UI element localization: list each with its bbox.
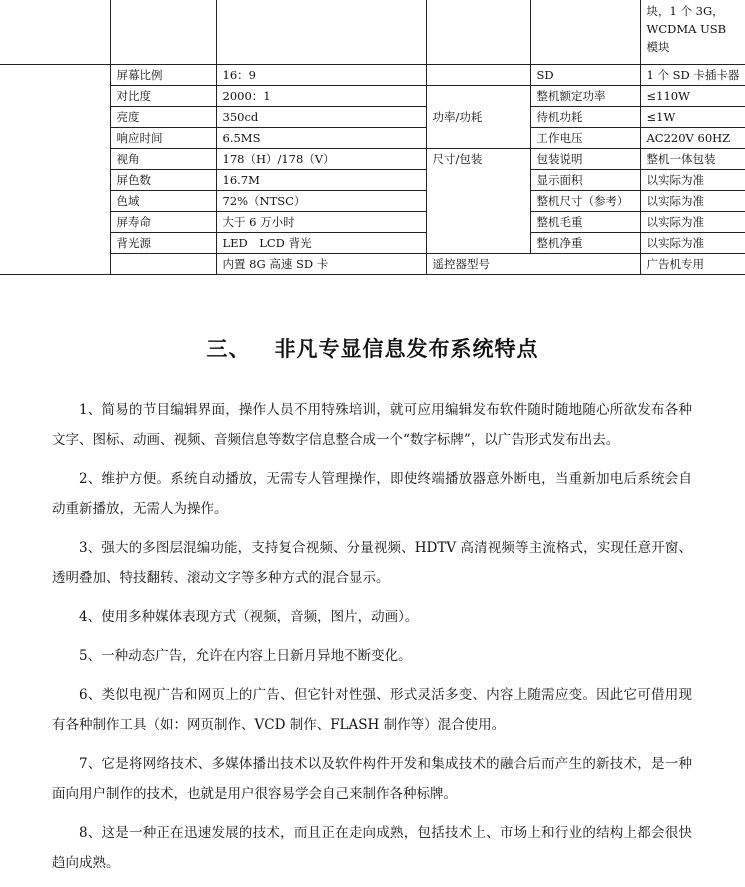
spec-value: 350cd (216, 107, 426, 128)
spec-value: 内置 8G 高速 SD 卡 (216, 254, 426, 275)
spec-sub-label: 待机功耗 (530, 107, 640, 128)
table-cell (0, 0, 110, 65)
feature-item: 2、维护方便。系统自动播放，无需专人管理操作，即使终端播放器意外断电，当重新加电后系统会自动重新播放，无需人为操作。 (52, 471, 692, 517)
section-heading (0, 333, 745, 363)
spec-group-label: 功率/功耗 (426, 86, 530, 149)
feature-item: 7、它是将网络技术、多媒体播出技术以及软件构件开发和集成技术的融合后而产生的新技术，是一种面向用户制作的技术，也就是用户很容易学会自己来制作各种标牌。 (52, 756, 692, 802)
spec-label: 响应时间 (110, 128, 216, 149)
spec-label: 屏寿命 (110, 212, 216, 233)
table-cell (110, 254, 216, 275)
table-row (0, 191, 745, 212)
spec-value: 2000：1 (216, 86, 426, 107)
feature-item: 8、这是一种正在迅速发展的技术，而且正在走向成熟，包括技术上、市场上和行业的结构上都会很快趋向成熟。 (52, 825, 692, 871)
spec-sub-label: 遥控器型号 (426, 254, 640, 275)
feature-item: 1、简易的节目编辑界面，操作人员不用特殊培训，就可应用编辑发布软件随时随地随心所欲发布各种文字、图标、动画、视频、音频信息等数字信息整合成一个“数字标牌”，以广告形式发布出去。 (52, 402, 692, 448)
table-cell (530, 0, 640, 65)
spec-value: 72%（NTSC） (216, 191, 426, 212)
feature-item: 5、一种动态广告，允许在内容上日新月异地不断变化。 (79, 648, 412, 664)
spec-label: 屏幕比例 (110, 65, 216, 86)
spec-table (0, 0, 745, 275)
table-cell (0, 65, 110, 275)
spec-value: 6.5MS (216, 128, 426, 149)
spec-label: 视角 (110, 149, 216, 170)
table-row (0, 170, 745, 191)
table-cell (426, 0, 530, 65)
feature-list (52, 395, 692, 887)
table-row (0, 254, 745, 275)
spec-value: 178（H）/178（V） (216, 149, 426, 170)
table-row (0, 128, 745, 149)
spec-label: 亮度 (110, 107, 216, 128)
spec-sub-label: SD (530, 65, 640, 86)
spec-sub-label: 包装说明 (530, 149, 640, 170)
table-row (0, 212, 745, 233)
spec-value: 16.7M (216, 170, 426, 191)
feature-item: 6、类似电视广告和网页上的广告、但它针对性强、形式灵活多变、内容上随需应变。因此它可借用现有各种制作工具（如：网页制作、VCD 制作、FLASH 制作等）混合使用。 (52, 687, 692, 733)
spec-sub-value: 以实际为准 (640, 191, 745, 212)
spec-sub-value: 以实际为准 (640, 170, 745, 191)
feature-item: 4、使用多种媒体表现方式（视频，音频，图片，动画）。 (79, 609, 419, 625)
spec-value: 大于 6 万小时 (216, 212, 426, 233)
table-cell (426, 65, 530, 86)
spec-sub-label: 整机毛重 (530, 212, 640, 233)
spec-sub-value: ≤110W (640, 86, 745, 107)
table-cell (216, 0, 426, 65)
spec-sub-label: 整机净重 (530, 233, 640, 254)
spec-sub-value: 以实际为准 (640, 212, 745, 233)
spec-label: 屏色数 (110, 170, 216, 191)
table-cell: 块，1 个 3G，WCDMA USB 模块 (640, 0, 745, 65)
table-cell (110, 0, 216, 65)
spec-label: 对比度 (110, 86, 216, 107)
spec-label: 背光源 (110, 233, 216, 254)
spec-sub-label: 整机额定功率 (530, 86, 640, 107)
section-number: 三、 (206, 337, 251, 361)
spec-label: 色域 (110, 191, 216, 212)
table-row (0, 149, 745, 170)
table-row (0, 107, 745, 128)
spec-value: LED LCD 背光 (216, 233, 426, 254)
spec-sub-label: 工作电压 (530, 128, 640, 149)
spec-group-label: 尺寸/包装 (426, 149, 530, 254)
section-title: 非凡专显信息发布系统特点 (274, 337, 539, 361)
spec-sub-value: 整机一体包装 (640, 149, 745, 170)
spec-sub-value: AC220V 60HZ (640, 128, 745, 149)
table-row (0, 86, 745, 107)
spec-sub-value: 以实际为准 (640, 233, 745, 254)
spec-sub-label: 整机尺寸（参考） (530, 191, 640, 212)
table-row (0, 233, 745, 254)
table-row (0, 65, 745, 86)
spec-sub-label: 显示面积 (530, 170, 640, 191)
spec-sub-value: 广告机专用 (640, 254, 745, 275)
feature-item: 3、强大的多图层混编功能，支持复合视频、分量视频、HDTV 高清视频等主流格式，实现任意开窗、透明叠加、特技翻转、滚动文字等多种方式的混合显示。 (52, 540, 692, 586)
table-row (0, 0, 745, 65)
spec-value: 16：9 (216, 65, 426, 86)
spec-sub-value: 1 个 SD 卡插卡器 (640, 65, 745, 86)
spec-sub-value: ≤1W (640, 107, 745, 128)
